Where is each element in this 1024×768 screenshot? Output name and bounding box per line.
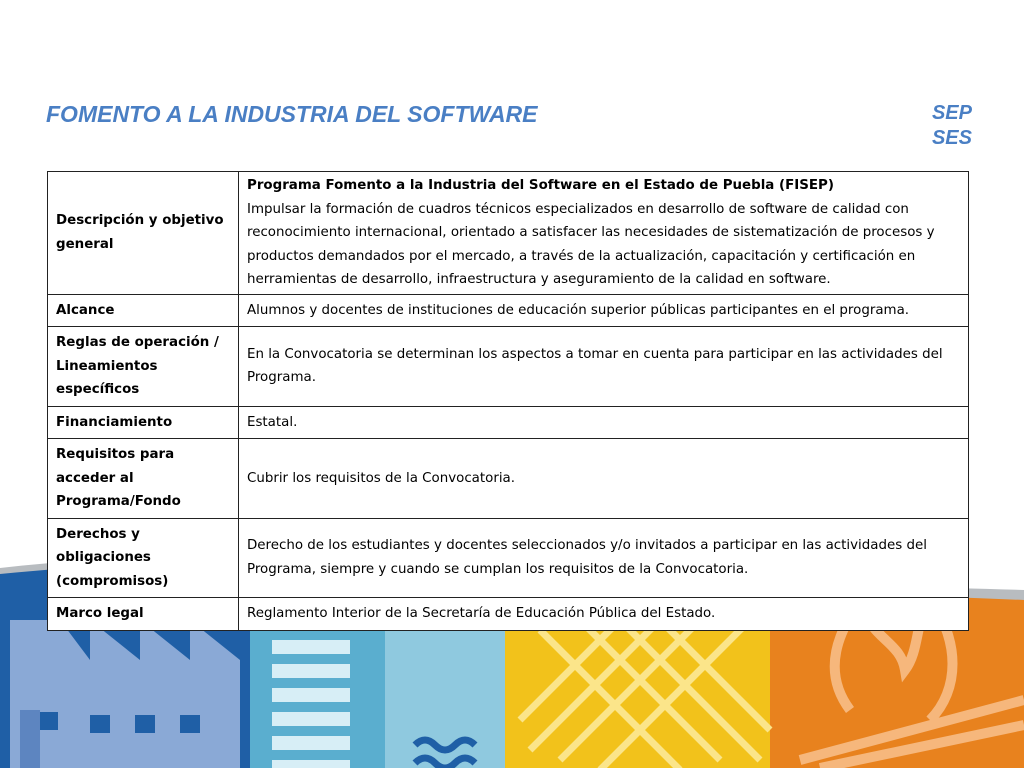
row-value: Cubrir los requisitos de la Convocatoria. — [239, 439, 969, 519]
table-row-financiamiento — [48, 406, 969, 439]
row-label: Descripción y objetivo general — [48, 172, 239, 295]
org-line-sep: SEP — [931, 102, 972, 124]
program-name: Programa Fomento a la Industria del Software en el Estado de Puebla (FISEP) — [247, 178, 834, 193]
table-row-requisitos — [48, 439, 969, 519]
row-value: Derecho de los estudiantes y docentes seleccionados y/o invitados a participar en las actividades del Programa, siempre y cuando se cumplan los requisitos de la Convocatoria. — [239, 518, 969, 598]
table-row-marco-legal — [48, 598, 969, 631]
row-value: Estatal. — [239, 406, 969, 439]
row-label: Alcance — [48, 294, 239, 327]
table-row-derechos — [48, 518, 969, 598]
row-value — [239, 172, 969, 295]
slide-title: FOMENTO A LA INDUSTRIA DEL SOFTWARE — [46, 101, 538, 127]
row-label: Requisitos para acceder al Programa/Fondo — [48, 439, 239, 519]
table-row-descripcion — [48, 172, 969, 295]
program-objective: Impulsar la formación de cuadros técnicos especializados en desarrollo de software de calidad con reconocimiento internacional, orientado a satisfacer las necesidades de sistematización de procesos y productos demandados por el mercado, a través de la actualización, capacitación y certificación en herramientas de desarrollo, infraestructura y aseguramiento de la calidad en software. — [247, 201, 935, 287]
org-line-ses: SES — [931, 127, 972, 149]
row-label: Derechos y obligaciones (compromisos) — [48, 518, 239, 598]
row-label: Marco legal — [48, 598, 239, 631]
row-label: Reglas de operación / Lineamientos específicos — [48, 327, 239, 407]
row-value: En la Convocatoria se determinan los aspectos a tomar en cuenta para participar en las actividades del Programa. — [239, 327, 969, 407]
table-row-alcance — [48, 294, 969, 327]
row-value: Reglamento Interior de la Secretaría de Educación Pública del Estado. — [239, 598, 969, 631]
row-label: Financiamiento — [48, 406, 239, 439]
organization-label — [932, 101, 972, 151]
row-value: Alumnos y docentes de instituciones de educación superior públicas participantes en el programa. — [239, 294, 969, 327]
table-row-reglas — [48, 327, 969, 407]
program-info-table — [47, 171, 969, 631]
